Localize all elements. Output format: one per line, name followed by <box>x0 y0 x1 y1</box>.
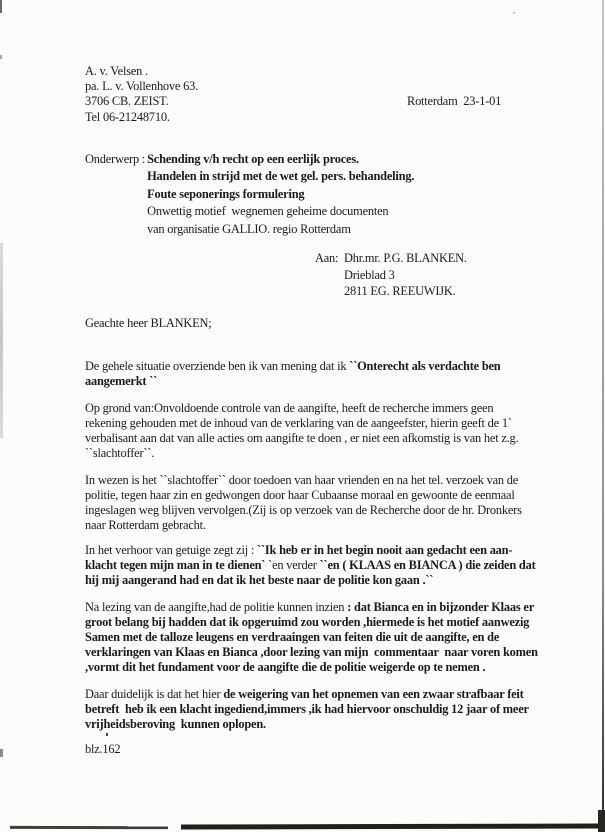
text-line: In wezen is het ``slachtoffer`` door toedoen van haar vrienden en na het tel. verzoek van de <box>85 473 519 487</box>
sender-address-block <box>85 64 198 125</box>
salutation: Geachte heer BLANKEN; <box>85 316 212 330</box>
paragraph <box>85 401 575 461</box>
text-line: Tel 06-21248710. <box>85 109 170 124</box>
text-line: Drieblad 3 <box>344 267 395 282</box>
recipient-block <box>315 250 467 300</box>
subject-label: Onderwerp : <box>85 152 146 166</box>
paragraphs-container <box>85 359 575 732</box>
paragraph <box>85 359 575 389</box>
text-line: betreft heb ik een klacht ingediend,immers ,ik had hiervoor onschuldig 12 jaar of meer <box>85 702 529 716</box>
recipient-label: Aan: <box>315 251 339 265</box>
text-line: hij mij aangerand had en dat ik het beste naar de politie kon gaan .`` <box>85 573 434 587</box>
page-number: blz.162 <box>85 742 121 756</box>
scan-artifact-bottom-right-corner <box>598 810 605 832</box>
scan-artifact-top-speck <box>513 12 515 14</box>
paragraph <box>85 600 575 675</box>
text-line: ``slachtoffer``. <box>85 446 155 460</box>
scan-artifact-right-edge-line <box>602 0 604 832</box>
paragraph <box>85 473 575 533</box>
subject-lines <box>147 151 414 238</box>
scan-artifact-bottom-left-tick <box>0 749 3 757</box>
scan-artifact-bottom-bar-right <box>181 823 602 829</box>
text-line: Na lezing van de aangifte,had de politie kunnen inzien : dat Bianca en in bijzonder Klaas er <box>85 600 535 614</box>
text-line: In het verhoor van getuige zegt zij : ``Ik heb er in het begin nooit aan gedacht een aan- <box>85 543 513 557</box>
text-line: van organisatie GALLIO. regio Rotterdam <box>147 221 351 236</box>
text-line: verklaringen van Klaas en Bianca ,door lezing van mijn commentaar naar voren komen <box>85 645 538 659</box>
text-line: verbalisant aan dat van alle acties om aangifte te doen , er niet een afkomstig is van het z.g. <box>85 431 519 445</box>
text-line: Foute seponerings formulering <box>147 186 305 201</box>
scan-artifact-top-left-tick <box>0 0 2 13</box>
dateline: Rotterdam 23-1-01 <box>407 94 502 108</box>
text-line: vrijheidsberoving kunnen oplopen. <box>85 717 266 731</box>
text-line: Dhr.mr. P.G. BLANKEN. <box>344 251 467 265</box>
text-line: ,vormt dit het fundament voor de aangifte die de politie weigerde op te nemen . <box>85 660 486 674</box>
text-line: 2811 EG. REEUWIJK. <box>344 284 456 299</box>
text-line: rekening gehouden met de inhoud van de verklaring van de aangeefster, hierin geeft de 1` <box>85 416 512 430</box>
text-line: 3706 CB. ZEIST. <box>85 94 169 109</box>
scan-artifact-left-streak <box>0 243 3 438</box>
paragraph <box>85 687 575 732</box>
text-line: Samen met de talloze leugens en verdraaingen van feiten die uit de aangifte, en de <box>85 630 500 644</box>
text-line: pa. L. v. Vollenhove 63. <box>85 79 199 94</box>
text-line: groot belang bij hadden dat ik opgeruimd zou worden ,hiermede is het motief aanwezig <box>85 615 530 629</box>
text-line: Daar duidelijk is dat het hier de weigering van het opnemen van een zwaar strafbaar feit <box>85 687 524 701</box>
text-line: De gehele situatie overziende ben ik van mening dat ik ``Onterecht als verdachte ben <box>85 359 501 373</box>
text-line: politie, tegen haar zin en gedwongen door haar Cubaanse moraal en gewoonte de eenmaal <box>85 488 515 502</box>
text-line: ingeslagen weg blijven vervolgen.(Zij is op verzoek van de Recherche door de hr. Dronkers <box>85 503 522 517</box>
paragraph <box>85 543 575 588</box>
text-line: Onwettig motief wegnemen geheime documenten <box>147 204 389 219</box>
text-line: aangemerkt `` <box>85 374 158 388</box>
text-line: Op grond van:Onvoldoende controle van de aangifte, heeft de recherche immers geen <box>85 401 494 415</box>
text-line: Schending v/h recht op een eerlijk proces. <box>147 152 359 166</box>
text-line: Handelen in strijd met de wet gel. pers. behandeling. <box>147 169 415 184</box>
recipient-address <box>344 250 467 300</box>
scan-artifact-left-dot <box>0 55 2 59</box>
text-line: klacht tegen mijn man in te dienen` `en verder ``en ( KLAAS en BIANCA ) die zeiden dat <box>85 558 536 572</box>
scan-artifact-bottom-bar-left <box>10 826 168 829</box>
letter-body <box>85 316 575 757</box>
subject-block <box>85 151 414 238</box>
text-line: naar Rotterdam gebracht. <box>85 518 206 532</box>
text-line: A. v. Velsen . <box>85 64 148 78</box>
scan-artifact-speck-above-page-number <box>106 733 108 736</box>
